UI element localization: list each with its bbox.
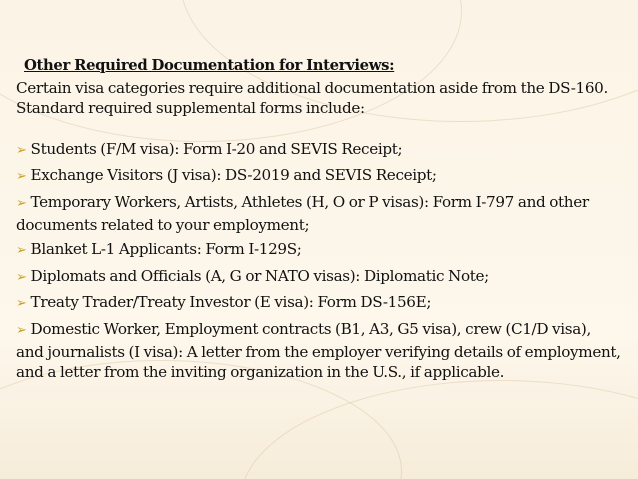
list-item-text: Exchange Visitors (J visa): DS-2019 and SEVIS Receipt; xyxy=(30,166,437,185)
list-item-text: Domestic Worker, Employment contracts (B1, A3, G5 visa), crew (C1/D visa), and journalists (I visa): A letter from the employer verifying details of employment, and a letter from the inviting organization in the U.S., if applicable. xyxy=(16,319,621,382)
list-item xyxy=(16,192,622,235)
list-item-text: Temporary Workers, Artists, Athletes (H, O or P visas): Form I-797 and other documents related to your employment; xyxy=(16,192,589,234)
list-item-text: Diplomats and Officials (A, G or NATO visas): Diplomatic Note; xyxy=(30,266,489,285)
arrow-bullet-icon: ➢ xyxy=(16,296,27,312)
intro-paragraph: Certain visa categories require additional documentation aside from the DS-160. Standard required supplemental forms include: xyxy=(16,78,608,118)
arrow-bullet-icon: ➢ xyxy=(16,322,27,338)
arrow-bullet-icon: ➢ xyxy=(16,195,27,211)
arrow-bullet-icon: ➢ xyxy=(16,169,27,185)
list-item xyxy=(16,239,622,262)
list-item xyxy=(16,165,622,188)
list-item-text: Blanket L-1 Applicants: Form I-129S; xyxy=(30,240,302,259)
list-item-text: Treaty Trader/Treaty Investor (E visa): Form DS-156E; xyxy=(30,293,432,312)
list-item xyxy=(16,266,622,289)
arrow-bullet-icon: ➢ xyxy=(16,269,27,285)
list-item xyxy=(16,319,622,383)
list-item-text: Students (F/M visa): Form I-20 and SEVIS Receipt; xyxy=(30,139,403,158)
arrow-bullet-icon: ➢ xyxy=(16,142,27,158)
slide-content xyxy=(16,56,622,387)
section-heading: Other Required Documentation for Interviews: xyxy=(24,57,395,74)
list-item xyxy=(16,292,622,315)
requirements-list xyxy=(16,139,622,383)
arrow-bullet-icon: ➢ xyxy=(16,243,27,259)
list-item xyxy=(16,139,622,162)
